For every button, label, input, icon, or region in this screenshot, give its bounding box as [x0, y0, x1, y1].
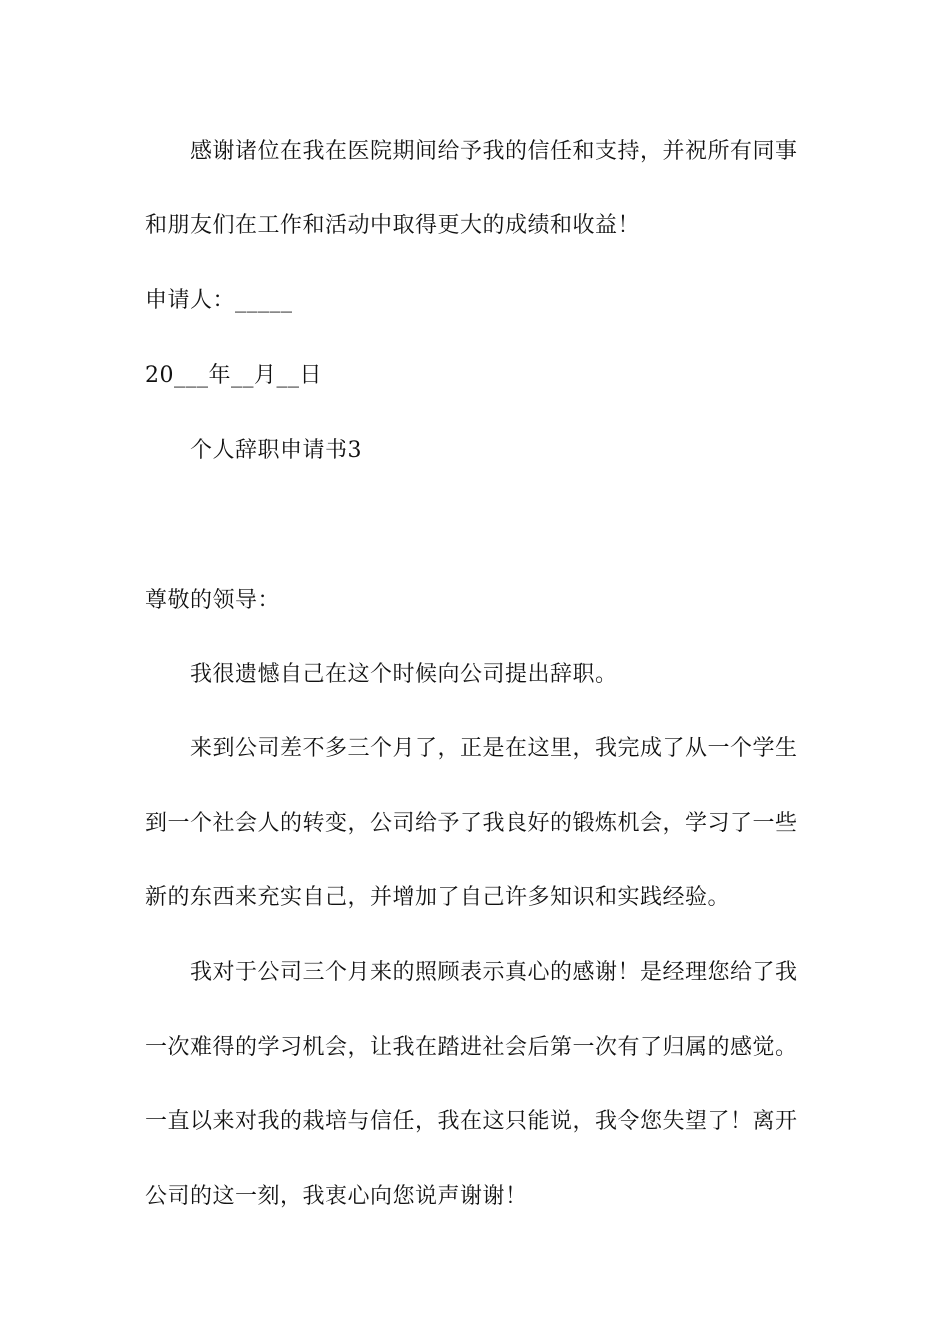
paragraph-gratitude-line-3: 一直以来对我的栽培与信任，我在这只能说，我令您失望了！离开	[145, 1109, 798, 1134]
applicant-signature-line: 申请人：_____	[145, 288, 293, 313]
salutation: 尊敬的领导：	[145, 588, 281, 613]
paragraph-gratitude-line-1: 我对于公司三个月来的照顾表示真心的感谢！是经理您给了我	[190, 960, 798, 985]
paragraph-experience-line-1: 来到公司差不多三个月了，正是在这里，我完成了从一个学生	[190, 736, 798, 761]
paragraph-thanks-line-1: 感谢诸位在我在医院期间给予我的信任和支持，并祝所有同事	[190, 139, 798, 164]
paragraph-gratitude-line-4: 公司的这一刻，我衷心向您说声谢谢！	[145, 1184, 528, 1209]
paragraph-experience-line-2: 到一个社会人的转变，公司给予了我良好的锻炼机会，学习了一些	[145, 811, 798, 836]
date-line: 20___年__月__日	[145, 363, 322, 388]
section-title: 个人辞职申请书3	[190, 438, 362, 463]
paragraph-gratitude-line-2: 一次难得的学习机会，让我在踏进社会后第一次有了归属的感觉。	[145, 1035, 798, 1060]
paragraph-thanks-line-2: 和朋友们在工作和活动中取得更大的成绩和收益！	[145, 213, 641, 238]
paragraph-experience-line-3: 新的东西来充实自己，并增加了自己许多知识和实践经验。	[145, 885, 731, 910]
paragraph-regret: 我很遗憾自己在这个时候向公司提出辞职。	[190, 662, 618, 687]
